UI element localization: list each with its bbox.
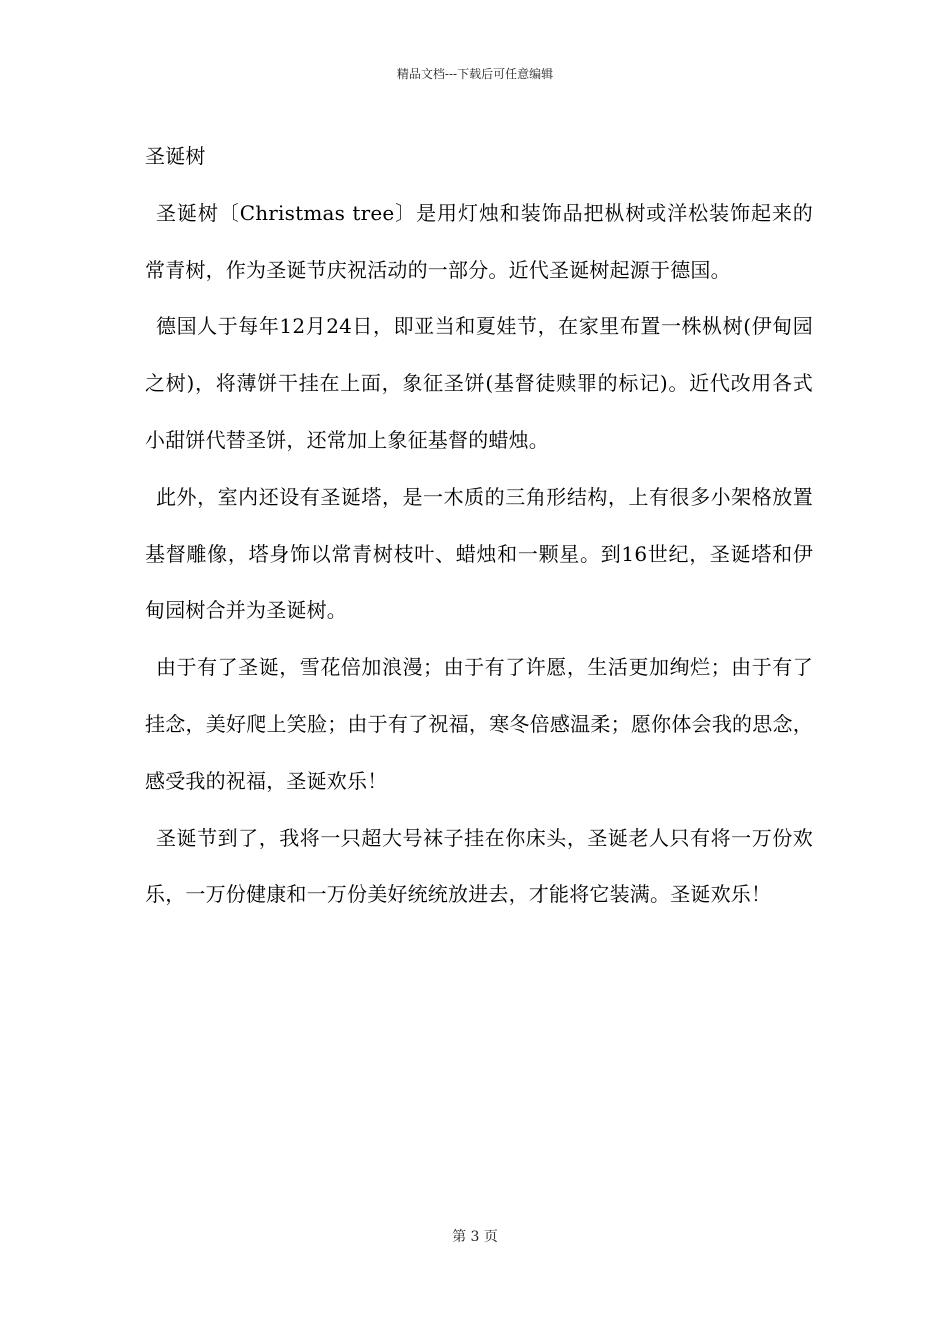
paragraph-origin: 圣诞树〔Christmas tree〕是用灯烛和装饰品把枞树或洋松装饰起来的常青树，作为圣诞节庆祝活动的一部分。近代圣诞树起源于德国。 [145,200,813,282]
page-header: 精品文档---下载后可任意编辑 [396,67,554,81]
page-number: 第 3 页 [452,1229,498,1245]
paragraph-christmas-tower: 此外，室内还设有圣诞塔，是一木质的三角形结构，上有很多小架格放置基督雕像，塔身饰以常青树枝叶、蜡烛和一颗星。到16世纪，圣诞塔和伊甸园树合并为圣诞树。 [145,484,813,623]
document-title: 圣诞树 [145,144,206,168]
document-body [145,128,813,923]
paragraph-stocking: 圣诞节到了，我将一只超大号袜子挂在你床头，圣诞老人只有将一万份欢乐，一万份健康和一万份美好统统放进去，才能将它装满。圣诞欢乐！ [145,825,813,907]
paragraph-greeting: 由于有了圣诞，雪花倍加浪漫；由于有了许愿，生活更加绚烂；由于有了挂念，美好爬上笑脸；由于有了祝福，寒冬倍感温柔；愿你体会我的思念，感受我的祝福，圣诞欢乐！ [145,655,813,793]
paragraph-germany: 德国人于每年12月24日，即亚当和夏娃节，在家里布置一株枞树(伊甸园之树)，将薄饼干挂在上面，象征圣饼(基督徒赎罪的标记)。近代改用各式小甜饼代替圣饼，还常加上象征基督的蜡烛。 [145,314,813,452]
